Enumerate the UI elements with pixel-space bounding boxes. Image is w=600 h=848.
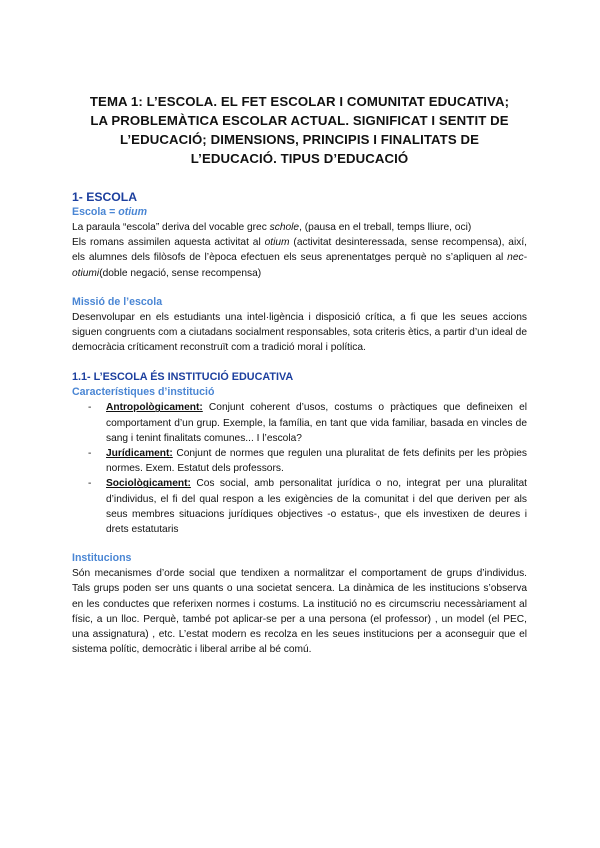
paragraph-romans: [72, 235, 527, 281]
document-page: [72, 92, 527, 657]
p1-part-a: La paraula “escola” deriva del vocable grec: [72, 222, 270, 233]
p2-part-d: nec-otiumi: [72, 252, 527, 279]
missio-heading: Missió de l’escola: [72, 295, 163, 308]
p2-part-b: otium: [264, 237, 290, 249]
section-1-1-heading: 1.1- L’ESCOLA ÉS INSTITUCIÓ EDUCATIVA: [72, 371, 294, 384]
dash-bullet: -: [88, 402, 92, 414]
term-antropologicament: Antropològicament:: [106, 402, 203, 414]
p1-part-b: schole: [269, 222, 300, 233]
title-line-1: TEMA 1: L’ESCOLA. EL FET ESCOLAR I COMUNITAT EDUCATIVA;: [89, 94, 510, 109]
characteristics-list: [72, 400, 527, 537]
escola-otium-subheading: [72, 205, 527, 220]
dash-bullet: -: [88, 478, 92, 490]
item-text: Conjunt coherent d’usos, costums o pràctiques que defineixen el comportament d’un grup. Exemple, la família, en tant que vida familiar, basada en vincles de sang i tenint finalitats comunes... I l’escola?: [106, 402, 527, 444]
paragraph-schole: [72, 220, 527, 235]
item-text: Conjunt de normes que regulen una pluralitat de fets definits per les pròpies normes. Exem. Estatut dels professors.: [106, 448, 527, 475]
term-juridicament: Jurídicament:: [106, 448, 173, 460]
title-line-4: L’EDUCACIÓ. TIPUS D’EDUCACIÓ: [190, 151, 409, 166]
dash-bullet: -: [88, 448, 92, 460]
list-item: [72, 400, 527, 446]
document-title: [72, 92, 527, 168]
section-1-heading: 1- ESCOLA: [72, 190, 138, 204]
list-item: [72, 446, 527, 476]
escola-label: Escola =: [72, 206, 119, 218]
caracteristiques-heading: Característiques d’institució: [72, 386, 215, 399]
title-line-2: LA PROBLEMÀTICA ESCOLAR ACTUAL. SIGNIFICAT I SENTIT DE: [90, 113, 509, 128]
p2-part-e: (doble negació, sense recompensa): [99, 267, 262, 279]
institucions-paragraph: Són mecanismes d’orde social que tendixen a normalitzar el comportament de grups d’individus. Tals grups poden ser uns quants o una societat sencera. La dinàmica de les institucions s’observa en les conductes que referixen normes i costums. La institució no es circumscriu necessàriament al físic, a un lloc. Perquè, també pot aplicar-se per a una persona (el professor) , un model (el PEC, una assignatura) , etc. L’estat modern es recolza en les seues institucions per a aconseguir que el sistema polític, democràtic i liberal arribe al bé comú.: [72, 568, 527, 656]
missio-paragraph: Desenvolupar en els estudiants una intel·ligència i disposició crítica, a fi que les seues accions siguen congruents com a ciutadans socialment responsables, sota criteris ètics, a partir d’un ideal de democràcia críticament reconstruït com a tradició moral i política.: [72, 311, 527, 354]
list-item: [72, 476, 527, 537]
item-text: Cos social, amb personalitat jurídica o no, integrat per una pluralitat d’individus, el fi del qual respon a les exigències de la comunitat i del que deriven per als seus membres situacions jurídiques objectives -o estatus-, que els investixen de deures i drets estatutaris: [106, 478, 527, 536]
term-sociologicament: Sociològicament:: [106, 478, 191, 490]
institucions-heading: Institucions: [72, 552, 132, 565]
p2-part-a: Els romans assimilen aquesta activitat al: [72, 237, 265, 249]
title-line-3: L’EDUCACIÓ; DIMENSIONS, PRINCIPIS I FINALITATS DE: [119, 132, 480, 147]
p2-part-c: (activitat desinteressada, sense recompensa), així, els alumnes dels filòsofs de l’època efectuen els seus aprenentatges perquè no s’apliquen al: [72, 237, 527, 264]
otium-term: otium: [118, 206, 148, 218]
p1-part-c: , (pausa en el treball, temps lliure, oci): [299, 222, 472, 233]
